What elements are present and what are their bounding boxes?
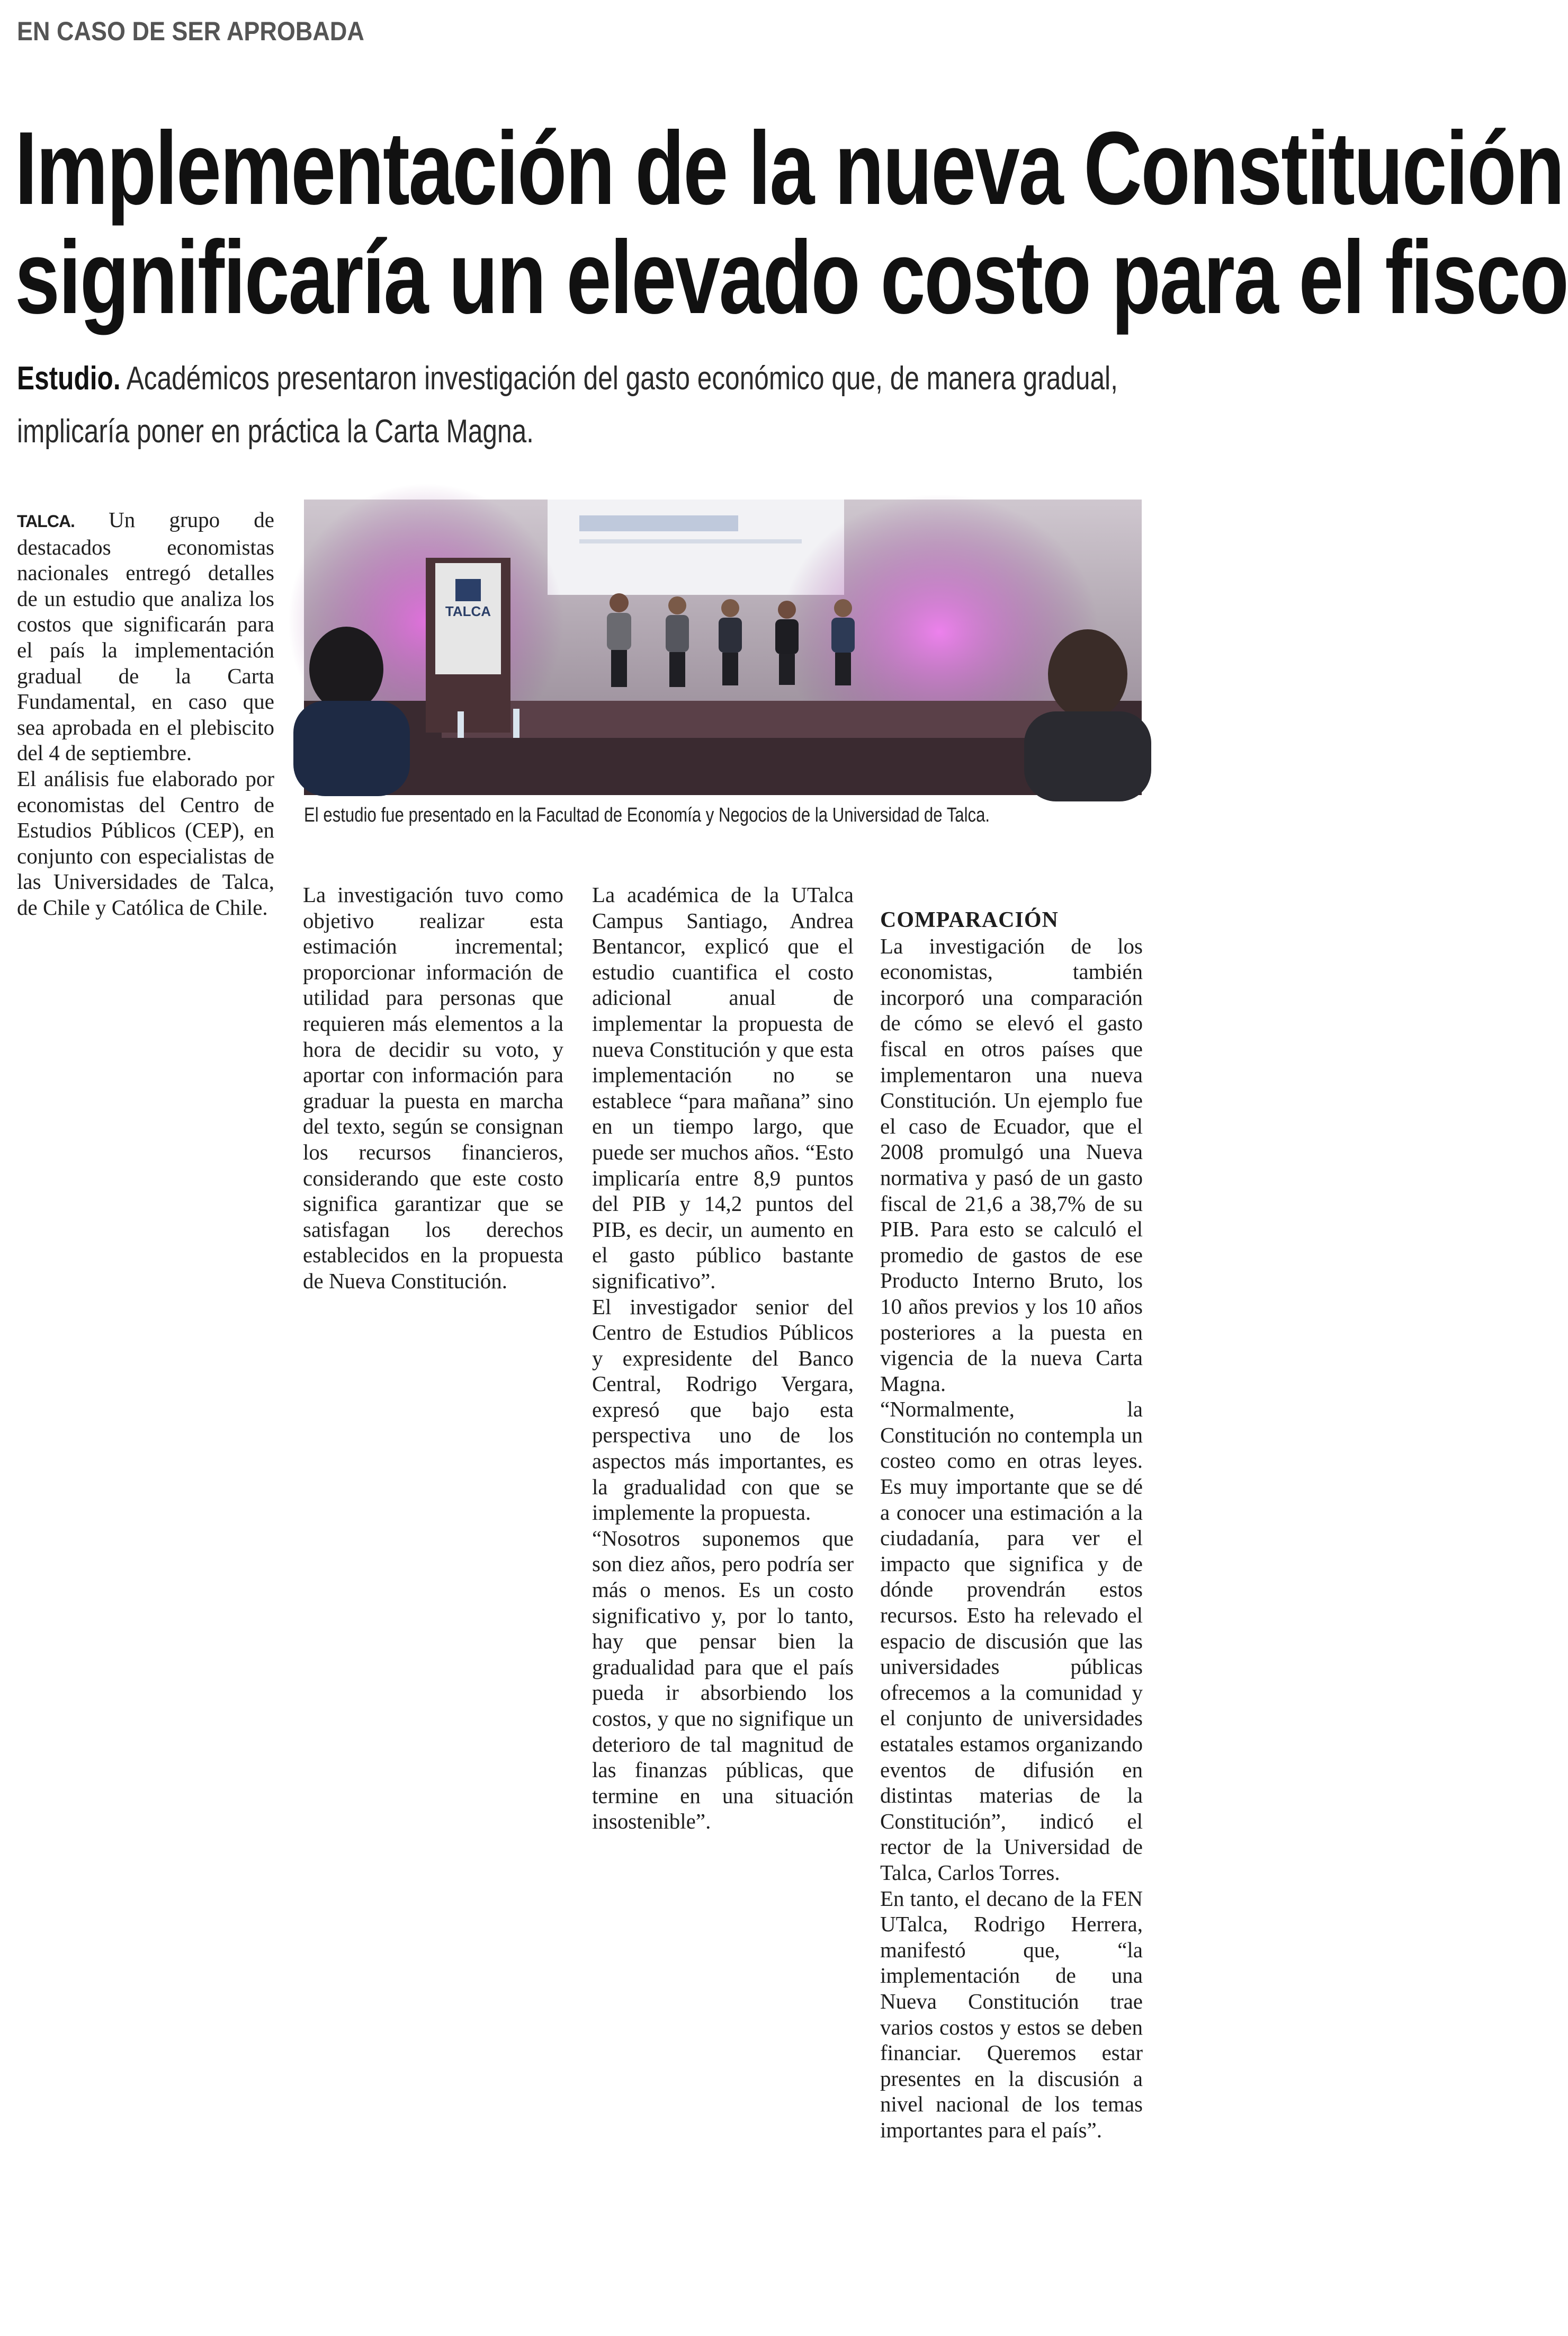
column-4 [880, 882, 1143, 2143]
deck [17, 352, 1127, 458]
deck-text: Académicos presentaron investigación del gasto económico que, de manera gradual, implicaría poner en práctica la Carta Magna. [17, 360, 1118, 450]
subhead: COMPARACIÓN [880, 908, 1059, 932]
paragraph-text: Un grupo de destacados economistas nacionales entregó detalles de un estudio que analiza los costos que significarán para el país la implementación gradual de la Carta Fundamental, en caso que sea aprobada en el plebiscito del 4 de septiembre. [17, 507, 274, 765]
event-photo [304, 500, 1142, 795]
paragraph: En tanto, el decano de la FEN UTalca, Rodrigo Herrera, manifestó que, “la implementación de una Nueva Constitución trae varios costos y estos se deben financiar. Queremos estar presentes en la discusión a nivel nacional de los temas importantes para el país”. [880, 1886, 1143, 2142]
paragraph: “Nosotros suponemos que son diez años, pero podría ser más o menos. Es un costo significativo y, por lo tanto, hay que pensar bien la gradualidad para que el país pueda ir absorbiendo los costos, y que no signifique un deterioro de tal magnitud de las finanzas públicas, que termine en una situación insostenible”. [592, 1526, 854, 1834]
paragraph: La investigación tuvo como objetivo realizar esta estimación incremental; proporcionar información de utilidad para personas que requieren más elementos a la hora de decidir su voto, y aportar con información para graduar la puesta en marcha del texto, según se consignan los recursos financieros, considerando que este costo significa garantizar que se satisfagan los derechos establecidos en la propuesta de Nueva Constitución. [303, 882, 563, 1293]
paragraph: El análisis fue elaborado por economistas del Centro de Estudios Públicos (CEP), en conjunto con especialistas de las Universidades de Talca, de Chile y Católica de Chile. [17, 766, 274, 920]
headline-line-2: significaría un elevado costo para el fisco [15, 219, 1568, 335]
paragraph: El investigador senior del Centro de Estudios Públicos y expresidente del Banco Central, Rodrigo Vergara, expresó que bajo esta perspectiva uno de los aspectos más importantes, es la gradualidad con que se implemente la propuesta. [592, 1294, 854, 1525]
column-3 [592, 882, 854, 1834]
photo-illustration [304, 500, 1142, 795]
podium-label: TALCA [445, 603, 491, 619]
paragraph: La investigación de los economistas, también incorporó una comparación de cómo se elevó el gasto fiscal en otros países que implementaron una nueva Constitución. Un ejemplo fue el caso de Ecuador, que el 2008 promulgó una Nueva normativa y pasó de un gasto fiscal de 21,6 a 38,7% de su PIB. Para esto se calculó el promedio de gastos de ese Producto Interno Bruto, los 10 años previos y los 10 años posteriores a la puesta en vigencia de la nueva Carta Magna. [880, 933, 1143, 1396]
headline-line-1: Implementación de la nueva Constitución [15, 110, 1564, 226]
section-kicker: EN CASO DE SER APROBADA [17, 16, 364, 46]
photo-caption: El estudio fue presentado en la Facultad de Economía y Negocios de la Universidad de Talca. [304, 804, 990, 826]
column-1 [17, 507, 274, 921]
paragraph [17, 507, 274, 766]
paragraph: “Normalmente, la Constitución no contempla un costeo como en otras leyes. Es muy importante que se dé a conocer una estimación a la ciudadanía, para ver el impacto que significa y de dónde provendrán estos recursos. Esto ha relevado el espacio de discusión que las universidades públicas ofrecemos a la comunidad y el conjunto de universidades estatales estamos organizando eventos de difusión en distintas materias de la Constitución”, indicó el rector de la Universidad de Talca, Carlos Torres. [880, 1397, 1143, 1885]
dateline: TALCA. [17, 512, 75, 531]
paragraph: La académica de la UTalca Campus Santiago, Andrea Bentancor, explicó que el estudio cuantifica el costo adicional anual de implementar la propuesta de nueva Constitución y que esta implementación no se establece “para mañana” sino en un tiempo largo, que puede ser muchos años. “Esto implicaría entre 8,9 puntos del PIB y 14,2 puntos del PIB, es decir, un aumento en el gasto público bastante significativo”. [592, 882, 854, 1293]
column-2 [303, 882, 563, 1294]
headline [15, 110, 1568, 335]
deck-lead: Estudio. [17, 360, 121, 397]
podium [426, 558, 510, 733]
